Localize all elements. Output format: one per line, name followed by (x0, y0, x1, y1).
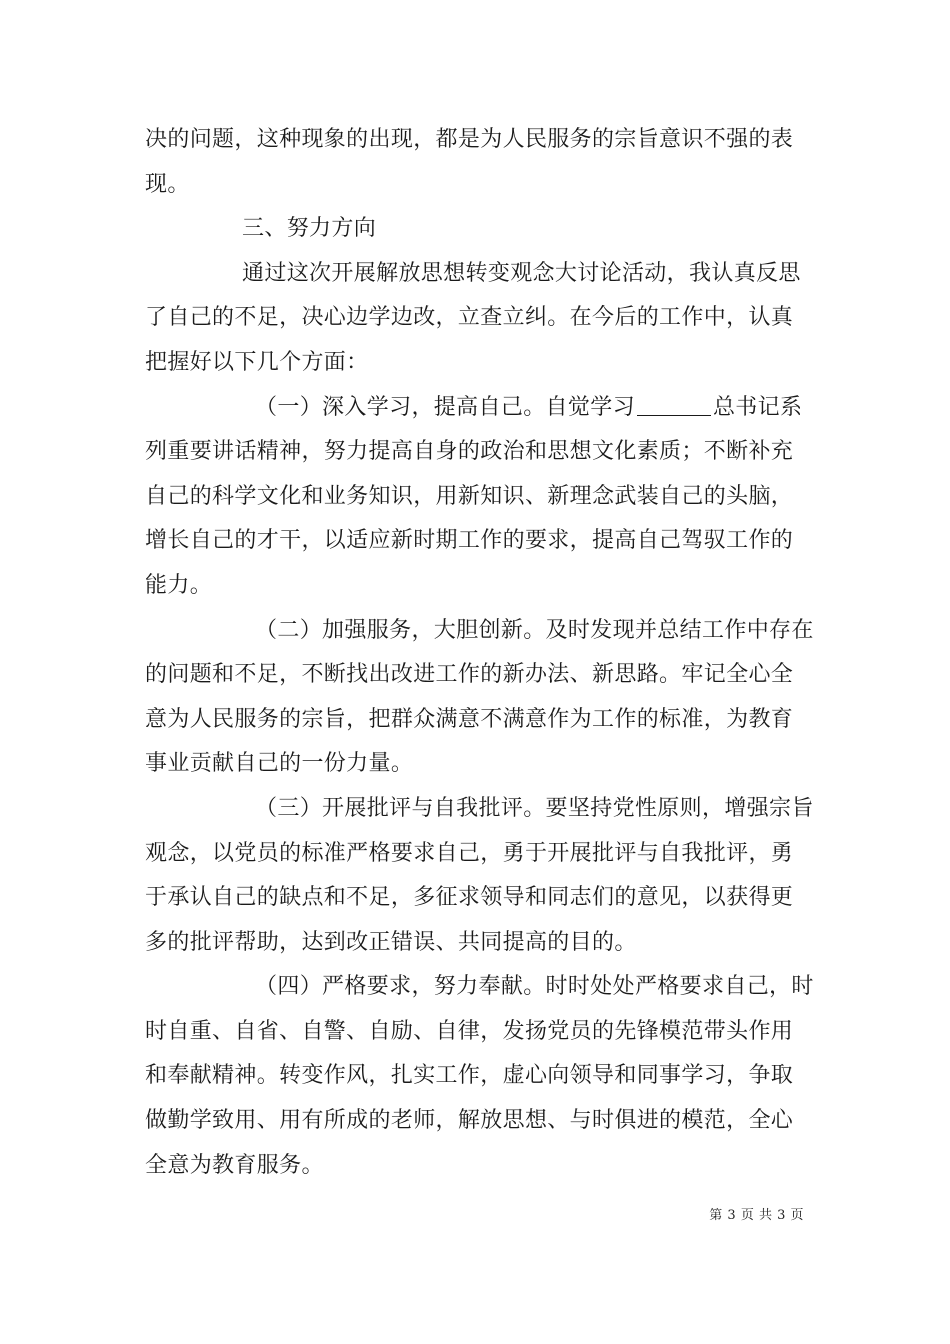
text-line: 能力。 (145, 572, 213, 598)
text-line: 列重要讲话精神，努力提高自身的政治和思想文化素质；不断补充 (145, 439, 794, 465)
item-heading-2: （二）加强服务，大胆创新。及时发现并总结工作中存在 (255, 617, 814, 643)
text-line: 的问题和不足，不断找出改进工作的新办法、新思路。牢记全心全 (145, 662, 794, 688)
text-line: 意为人民服务的宗旨，把群众满意不满意作为工作的标准，为教育 (145, 706, 794, 732)
text-line: 于承认自己的缺点和不足，多征求领导和同志们的意见，以获得更 (145, 885, 794, 911)
page-number-footer: 第 3 页 共 3 页 (709, 1208, 804, 1223)
text-line: 观念，以党员的标准严格要求自己，勇于开展批评与自我批评，勇 (145, 840, 794, 866)
document-body (145, 118, 814, 1188)
paragraph-start: 通过这次开展解放思想转变观念大讨论活动，我认真反思 (242, 260, 801, 286)
item-heading-1 (145, 386, 805, 431)
text-line: 做勤学致用、用有所成的老师，解放思想、与时俱进的模范，全心 (145, 1108, 794, 1134)
item-1-text-cont: 总书记系 (712, 394, 803, 420)
item-heading-4: （四）严格要求，努力奉献。时时处处严格要求自己，时 (255, 974, 814, 1000)
text-line: 多的批评帮助，达到改正错误、共同提高的目的。 (145, 929, 637, 955)
text-line: 现。 (145, 171, 190, 197)
text-line: 自己的科学文化和业务知识，用新知识、新理念武装自己的头脑， (145, 483, 794, 509)
text-line: 把握好以下几个方面： (145, 349, 369, 375)
text-line: 了自己的不足，决心边学边改，立查立纠。在今后的工作中，认真 (145, 305, 794, 331)
item-heading-3: （三）开展批评与自我批评。要坚持党性原则，增强宗旨 (255, 795, 814, 821)
text-line: 事业贡献自己的一份力量。 (145, 751, 414, 777)
text-line: 全意为教育服务。 (145, 1152, 324, 1178)
text-line: 时自重、自省、自警、自励、自律，发扬党员的先锋模范带头作用 (145, 1018, 794, 1044)
text-line: 决的问题，这种现象的出现，都是为人民服务的宗旨意识不强的表 (145, 127, 794, 152)
blank-underline (637, 395, 711, 416)
section-heading: 三、努力方向 (242, 216, 377, 242)
text-line: 和奉献精神。转变作风，扎实工作，虚心向领导和同事学习，争取 (145, 1063, 794, 1089)
item-1-text: （一）深入学习，提高自己。自觉学习 (255, 394, 635, 420)
text-line: 增长自己的才干，以适应新时期工作的要求，提高自己驾驭工作的 (145, 528, 794, 554)
